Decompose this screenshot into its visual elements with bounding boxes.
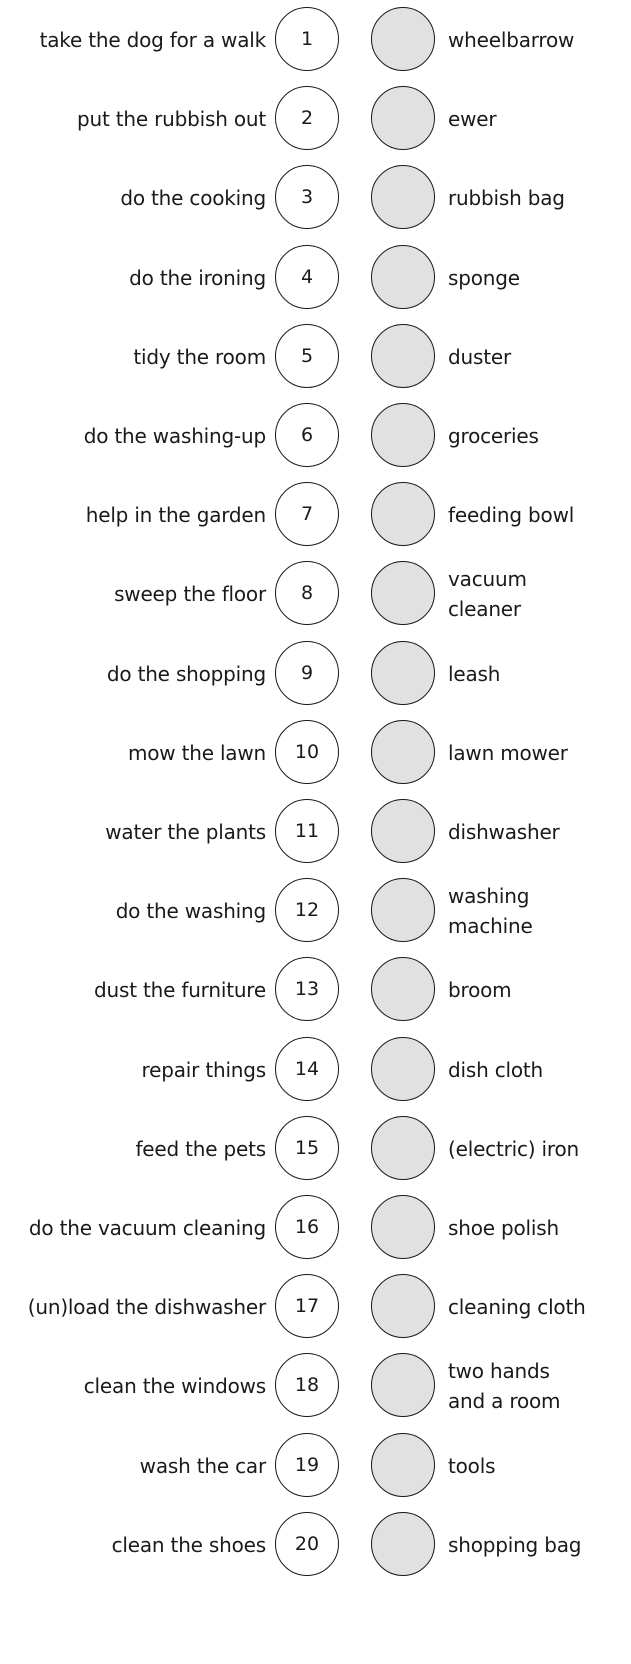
chore-label: put the rubbish out — [76, 107, 266, 132]
chore-label: do the shopping — [106, 661, 266, 686]
answer-circle[interactable] — [371, 1433, 435, 1497]
chore-label: feed the pets — [135, 1136, 266, 1161]
answer-circle[interactable] — [371, 165, 435, 229]
number-circle: 5 — [275, 324, 339, 388]
worksheet-row — [0, 6, 631, 74]
number-circle: 15 — [275, 1116, 339, 1180]
item-label — [448, 85, 628, 153]
item-label-text: leash — [448, 661, 501, 686]
number-circle: 10 — [275, 720, 339, 784]
worksheet-row — [0, 1036, 631, 1104]
worksheet-row — [0, 1273, 631, 1341]
worksheet-row — [0, 85, 631, 153]
worksheet-row — [0, 877, 631, 945]
chore-label: water the plants — [105, 820, 266, 844]
chore-label: do the washing-up — [83, 424, 266, 448]
item-label — [448, 481, 628, 549]
item-label — [448, 1194, 628, 1262]
answer-circle[interactable] — [371, 1037, 435, 1101]
answer-circle[interactable] — [371, 561, 435, 625]
item-label — [448, 877, 628, 945]
chore-label: mow the lawn — [127, 740, 266, 765]
item-label — [448, 244, 628, 312]
number-circle: 2 — [275, 86, 339, 150]
item-label-text: ewer — [448, 107, 497, 132]
item-label-text: groceries — [448, 424, 539, 448]
answer-circle[interactable] — [371, 482, 435, 546]
item-label — [448, 798, 628, 866]
item-label-text: shoe polish — [448, 1216, 559, 1240]
number-circle: 17 — [275, 1274, 339, 1338]
item-label — [448, 1352, 628, 1420]
number-circle: 7 — [275, 482, 339, 546]
item-label-text: tools — [448, 1453, 496, 1478]
chore-label: clean the windows — [83, 1374, 266, 1399]
number-circle: 3 — [275, 165, 339, 229]
item-label-text: broom — [448, 978, 512, 1003]
chore-label: dust the furniture — [94, 978, 266, 1003]
item-label-text: rubbish bag — [448, 186, 565, 211]
item-label-text: wheelbarrow — [448, 28, 575, 52]
item-label-text: feeding bowl — [448, 503, 575, 528]
answer-circle[interactable] — [371, 1512, 435, 1576]
worksheet-row — [0, 481, 631, 549]
number-circle: 9 — [275, 641, 339, 705]
item-label-text: two hands and a room — [448, 1359, 561, 1414]
chore-label: do the vacuum cleaning — [28, 1216, 266, 1240]
worksheet-row — [0, 956, 631, 1024]
item-label — [448, 640, 628, 708]
answer-circle[interactable] — [371, 799, 435, 863]
item-label-text: lawn mower — [448, 740, 568, 765]
item-label — [448, 719, 628, 787]
item-label — [448, 560, 628, 628]
item-label-text: dish cloth — [448, 1057, 544, 1082]
item-label — [448, 402, 628, 470]
answer-circle[interactable] — [371, 878, 435, 942]
chore-label: repair things — [141, 1057, 266, 1082]
worksheet-row — [0, 640, 631, 708]
answer-circle[interactable] — [371, 324, 435, 388]
number-circle: 8 — [275, 561, 339, 625]
number-circle: 1 — [275, 7, 339, 71]
worksheet-row — [0, 244, 631, 312]
number-circle: 13 — [275, 957, 339, 1021]
chore-label: do the cooking — [120, 186, 266, 211]
answer-circle[interactable] — [371, 1274, 435, 1338]
item-label-text: (electric) iron — [448, 1136, 579, 1161]
answer-circle[interactable] — [371, 1116, 435, 1180]
number-circle: 18 — [275, 1353, 339, 1417]
worksheet-row — [0, 1194, 631, 1262]
worksheet-row — [0, 164, 631, 232]
worksheet-row — [0, 323, 631, 391]
worksheet-row — [0, 402, 631, 470]
answer-circle[interactable] — [371, 86, 435, 150]
item-label — [448, 956, 628, 1024]
number-circle: 14 — [275, 1037, 339, 1101]
worksheet-row — [0, 1352, 631, 1420]
answer-circle[interactable] — [371, 7, 435, 71]
worksheet-row — [0, 798, 631, 866]
number-circle: 19 — [275, 1433, 339, 1497]
item-label — [448, 164, 628, 232]
number-circle: 6 — [275, 403, 339, 467]
answer-circle[interactable] — [371, 245, 435, 309]
number-circle: 11 — [275, 799, 339, 863]
number-circle: 16 — [275, 1195, 339, 1259]
item-label — [448, 1432, 628, 1500]
answer-circle[interactable] — [371, 957, 435, 1021]
item-label-text: duster — [448, 344, 511, 369]
item-label-text: shopping bag — [448, 1532, 582, 1557]
item-label-text: dishwasher — [448, 820, 560, 844]
item-label — [448, 1115, 628, 1183]
item-label-text: cleaning cloth — [448, 1295, 586, 1320]
item-label-text: washing machine — [448, 884, 533, 939]
worksheet-row — [0, 719, 631, 787]
answer-circle[interactable] — [371, 1195, 435, 1259]
chore-label: (un)load the dishwasher — [27, 1295, 266, 1320]
item-label — [448, 323, 628, 391]
answer-circle[interactable] — [371, 403, 435, 467]
chore-label: clean the shoes — [111, 1532, 266, 1557]
chore-label: help in the garden — [85, 503, 266, 528]
chore-label: sweep the floor — [114, 582, 266, 607]
item-label-text: sponge — [448, 265, 520, 290]
chore-label: tidy the room — [133, 344, 266, 369]
worksheet-row — [0, 1115, 631, 1183]
chore-label: wash the car — [139, 1453, 266, 1478]
item-label — [448, 1511, 628, 1579]
item-label — [448, 1273, 628, 1341]
answer-circle[interactable] — [371, 641, 435, 705]
answer-circle[interactable] — [371, 1353, 435, 1417]
item-label-text: vacuum cleaner — [448, 567, 527, 622]
worksheet-row — [0, 560, 631, 628]
number-circle: 12 — [275, 878, 339, 942]
chore-label: do the ironing — [129, 265, 266, 290]
number-circle: 4 — [275, 245, 339, 309]
answer-circle[interactable] — [371, 720, 435, 784]
worksheet-row — [0, 1511, 631, 1579]
chore-label: do the washing — [115, 899, 266, 924]
item-label — [448, 6, 628, 74]
item-label — [448, 1036, 628, 1104]
worksheet-row — [0, 1432, 631, 1500]
chore-label: take the dog for a walk — [39, 28, 266, 52]
number-circle: 20 — [275, 1512, 339, 1576]
